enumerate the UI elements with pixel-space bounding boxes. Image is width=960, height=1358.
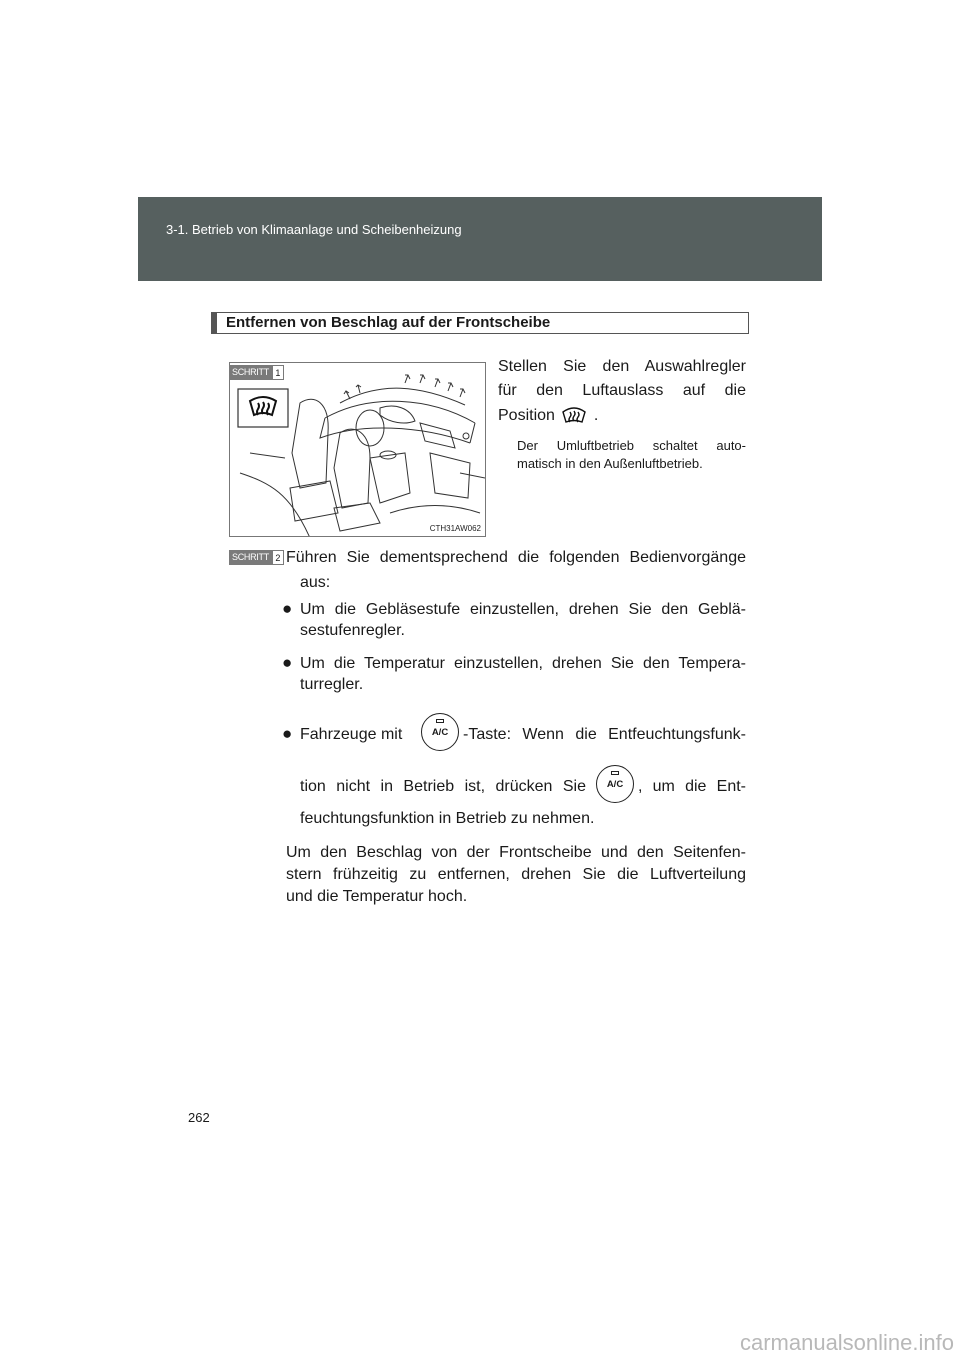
step1-line3 [498,404,598,427]
step1-line1: Stellen Sie den Auswahlregler [498,358,746,375]
front-defroster-icon [561,404,587,424]
tail-line3: und die Temperatur hoch. [286,888,468,905]
bullet3-line2-post: , um die Ent- [638,778,746,795]
dashboard-illustration [229,362,486,537]
step1-note-line1: Der Umluftbetrieb schaltet auto- [517,438,746,453]
section-heading [211,312,749,334]
step1-line3-text: Position [498,407,555,424]
tail-line2: stern frühzeitig zu entfernen, drehen Sie die Luftverteilung [286,866,746,883]
step1-line3-end: . [593,407,599,424]
step-number: 1 [272,365,284,380]
step-1-badge [229,365,284,380]
bullet3-line2-pre: tion nicht in Betrieb ist, drücken Sie [300,778,586,795]
page-number: 262 [188,1110,210,1125]
tail-line1: Um den Beschlag von der Frontscheibe und den Seitenfen- [286,844,746,861]
bullet-dot: ● [282,653,293,672]
chapter-title: 3-1. Betrieb von Klimaanlage und Scheibenheizung [166,222,462,237]
step-label: SCHRITT [229,365,272,380]
chapter-header [138,197,822,281]
step-number: 2 [272,550,284,565]
step1-line2: für den Luftauslass auf die [498,382,746,399]
figure-code: CTH31AW062 [429,524,481,533]
step2-line1: Führen Sie dementsprechend die folgenden Bedienvorgänge [286,549,746,566]
step-label: SCHRITT [229,550,272,565]
bullet2-line2: turregler. [300,676,364,693]
bullet3-line1-pre: Fahrzeuge mit [300,726,403,743]
ac-button-label: A/C [606,779,624,790]
step2-line2: aus: [300,574,331,591]
bullet1-line1: Um die Gebläsestufe einzustellen, drehen Sie den Geblä- [300,601,746,618]
watermark: carmanualsonline.info [739,1330,954,1355]
bullet-dot: ● [282,724,293,743]
step-2-badge [229,550,284,565]
ac-indicator [436,719,444,723]
bullet2-line1: Um die Temperatur einzustellen, drehen Sie den Tempera- [300,655,746,672]
ac-button-icon [596,765,634,803]
ac-button-label: A/C [431,727,449,738]
bullet3-line1-post: -Taste: Wenn die Entfeuchtungsfunk- [463,726,746,743]
bullet1-line2: sestufenregler. [300,622,405,639]
car-interior-drawing [230,363,486,537]
bullet3-line3: feuchtungsfunktion in Betrieb zu nehmen. [300,810,595,827]
section-marker [212,313,217,333]
section-title: Entfernen von Beschlag auf der Frontscheibe [226,314,551,331]
ac-button-icon [421,713,459,751]
step1-note-line2: matisch in den Außenluftbetrieb. [517,456,703,471]
ac-indicator [611,771,619,775]
bullet-dot: ● [282,599,293,618]
